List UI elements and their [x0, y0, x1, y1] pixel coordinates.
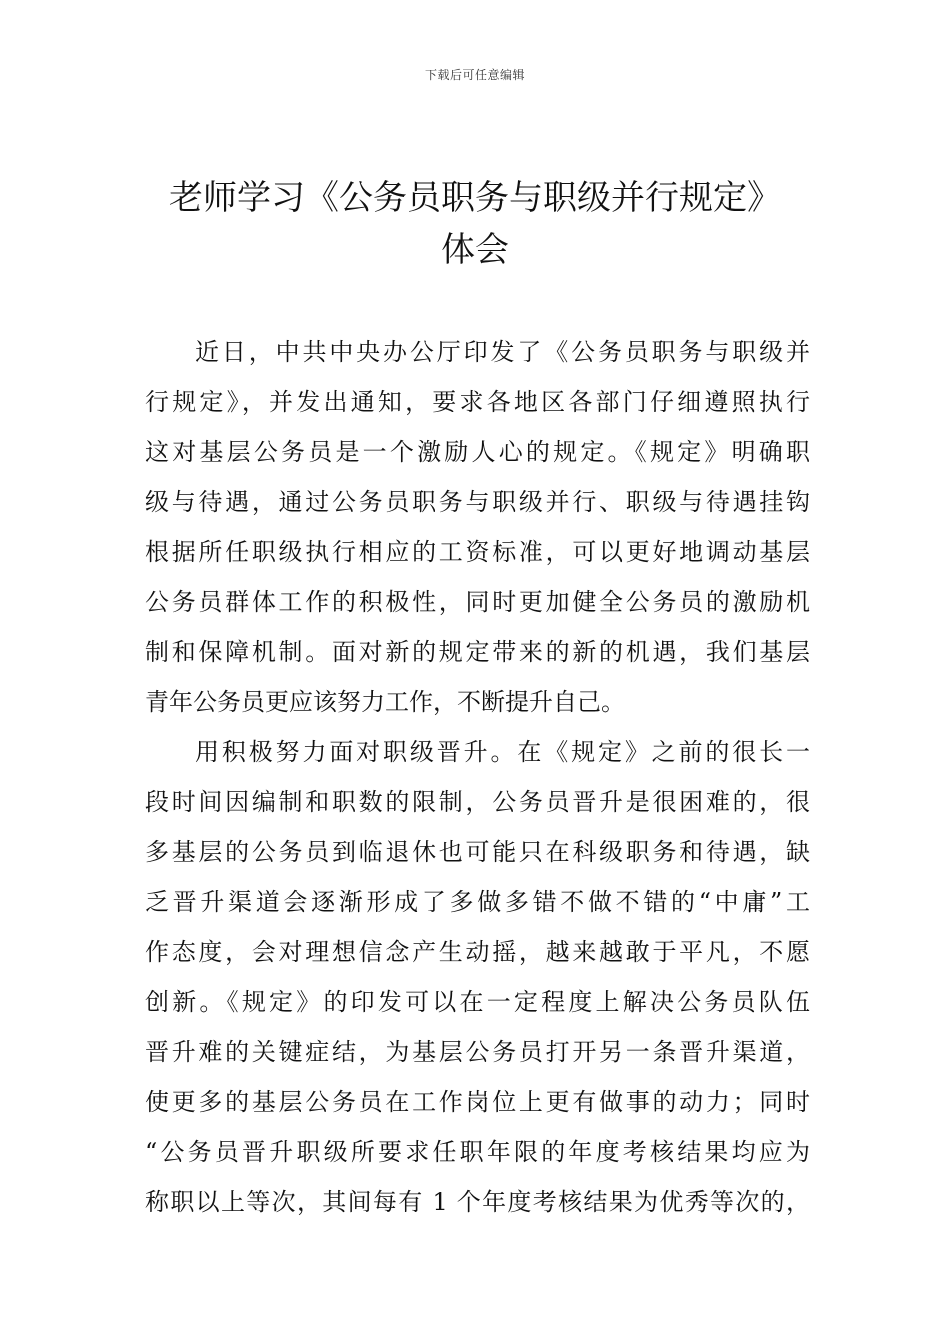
title-line-2: 体会 — [441, 230, 509, 270]
paragraph-2-line-9: “公务员晋升职级所要求任职年限的年度考核结果均应为 — [145, 1138, 810, 1166]
paragraph-1-line-6: 公务员群体工作的积极性，同时更加健全公务员的激励机 — [145, 588, 810, 616]
paragraph-2-line-3: 多基层的公务员到临退休也可能只在科级职务和待遇，缺 — [145, 838, 810, 866]
paragraph-2-line-10: 称职以上等次，其间每有 1 个年度考核结果为优秀等次的， — [145, 1188, 810, 1216]
paragraph-2-line-8: 使更多的基层公务员在工作岗位上更有做事的动力；同时 — [145, 1088, 810, 1116]
paragraph-2-line-6: 创新。《规定》的印发可以在一定程度上解决公务员队伍 — [145, 988, 810, 1016]
paragraph-2-line-1: 用积极努力面对职级晋升。在《规定》之前的很长一 — [195, 738, 810, 766]
paragraph-1-line-4: 级与待遇，通过公务员职务与职级并行、职级与待遇挂钩 — [145, 488, 810, 516]
paragraph-2-line-7: 晋升难的关键症结，为基层公务员打开另一条晋升渠道， — [145, 1038, 810, 1066]
document-body — [145, 327, 810, 1227]
paragraph-1-line-7: 制和保障机制。面对新的规定带来的新的机遇，我们基层 — [145, 638, 810, 666]
paragraph-2-line-4: 乏晋升渠道会逐渐形成了多做多错不做不错的“中庸”工 — [145, 888, 810, 916]
paragraph-1-line-3: 这对基层公务员是一个激励人心的规定。《规定》明确职 — [145, 438, 810, 466]
paragraph-2-line-5: 作态度，会对理想信念产生动摇，越来越敢于平凡，不愿 — [145, 938, 810, 966]
title-line-1: 老师学习《公务员职务与职级并行规定》 — [169, 178, 781, 218]
document-title — [100, 172, 850, 276]
paragraph-1-line-5: 根据所任职级执行相应的工资标准，可以更好地调动基层 — [145, 538, 810, 566]
paragraph-2-line-2: 段时间因编制和职数的限制，公务员晋升是很困难的，很 — [145, 788, 810, 816]
paragraph-1-line-1: 近日，中共中央办公厅印发了《公务员职务与职级并 — [195, 338, 810, 366]
header-note: 下载后可任意编辑 — [424, 68, 525, 82]
paragraph-1-line-2: 行规定》，并发出通知，要求各地区各部门仔细遵照执行 — [145, 388, 810, 416]
paragraph-1-line-8: 青年公务员更应该努力工作，不断提升自己。 — [145, 688, 625, 716]
